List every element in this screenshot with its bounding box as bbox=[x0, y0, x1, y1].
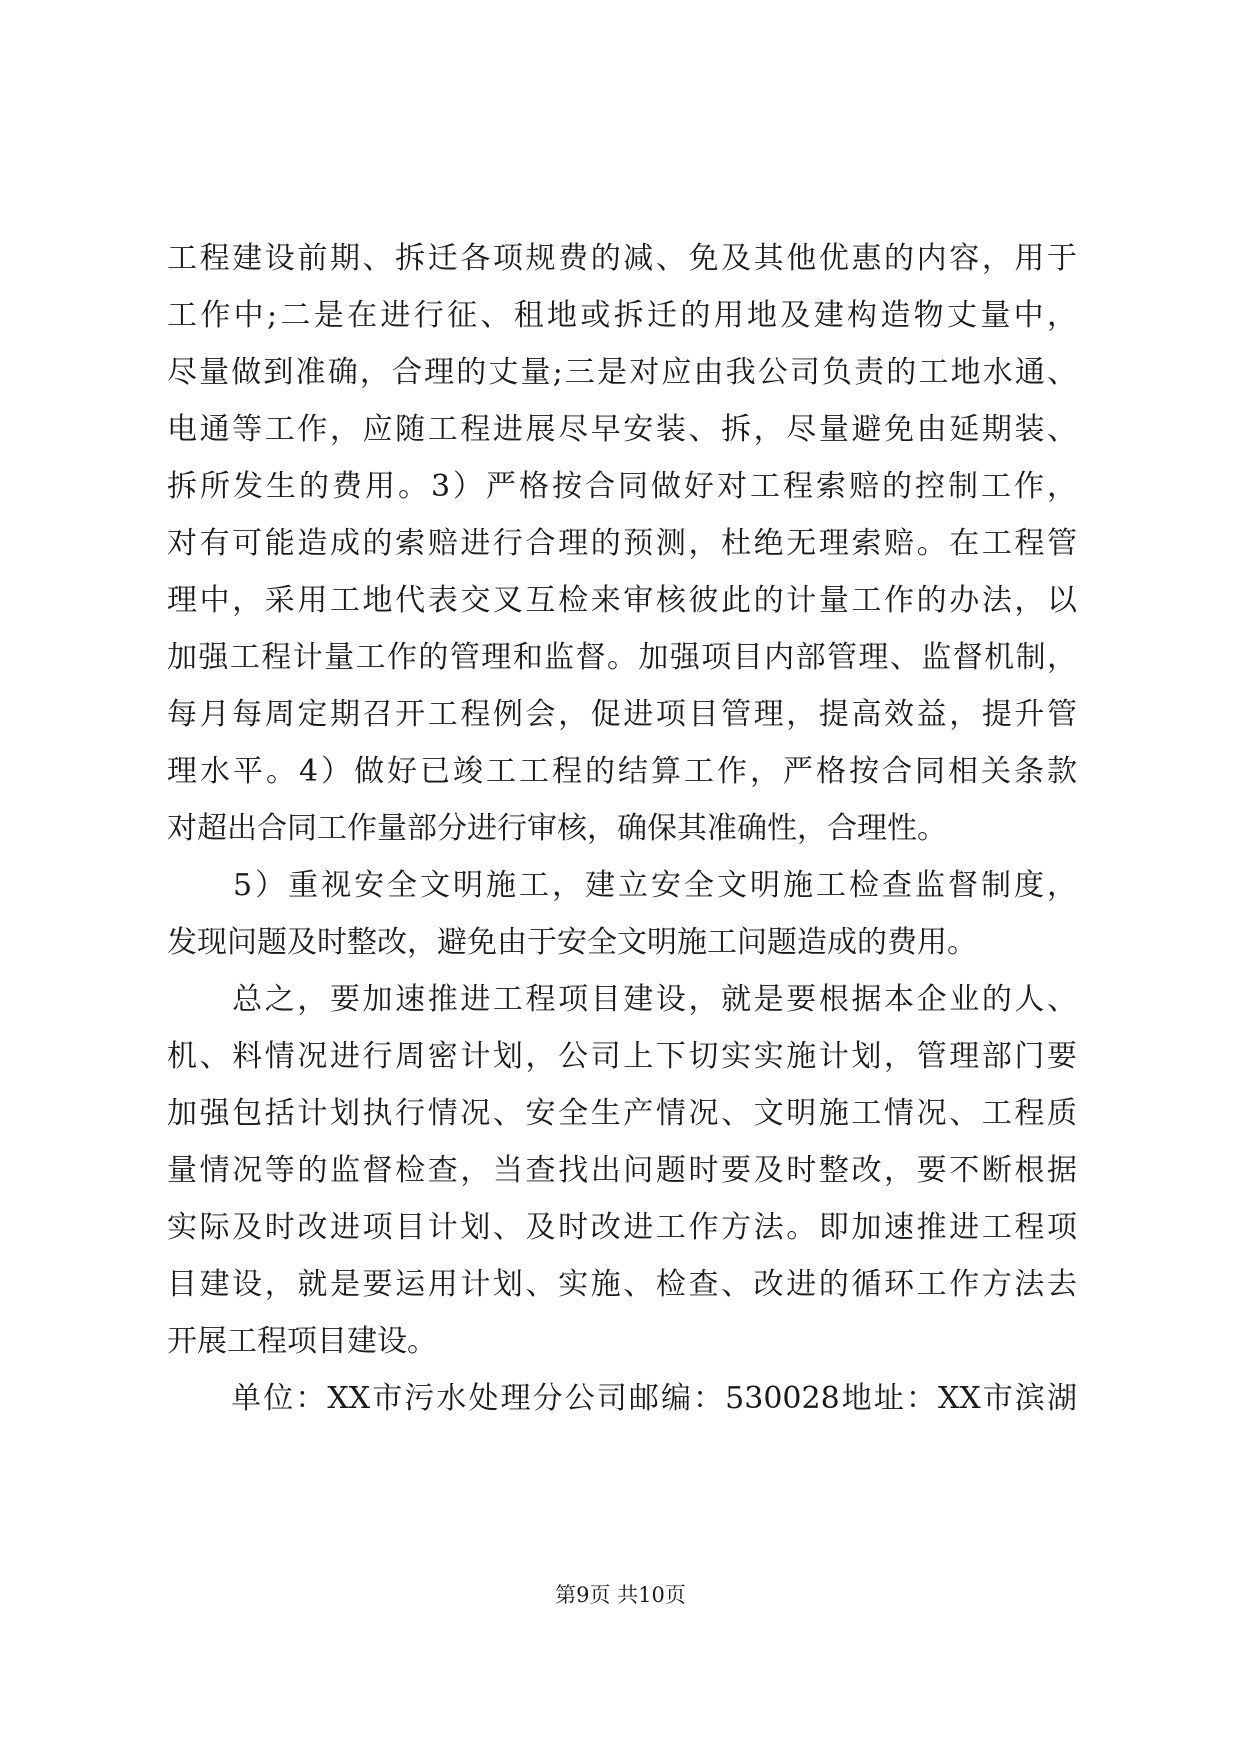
text-line: 实际及时改进项目计划、及时改进工作方法。即加速推进工程项 bbox=[167, 1210, 1077, 1245]
text-line: 尽量做到准确，合理的丈量;三是对应由我公司负责的工地水通、 bbox=[167, 355, 1077, 390]
text-line: 工作中;二是在进行征、租地或拆迁的用地及建构造物丈量中， bbox=[167, 298, 1077, 333]
text-line: 5）重视安全文明施工，建立安全文明施工检查监督制度， bbox=[167, 868, 1077, 903]
text-line: 开展工程项目建设。 bbox=[167, 1324, 437, 1359]
text-line: 单位：XX市污水处理分公司邮编：530028地址：XX市滨湖 bbox=[167, 1381, 1077, 1416]
text-line: 目建设，就是要运用计划、实施、检查、改进的循环工作方法去 bbox=[167, 1267, 1077, 1302]
text-line: 理水平。4）做好已竣工工程的结算工作，严格按合同相关条款 bbox=[167, 754, 1077, 789]
text-line: 电通等工作，应随工程进展尽早安装、拆，尽量避免由延期装、 bbox=[167, 412, 1077, 447]
page-number-footer: 第9页 共10页 bbox=[555, 1583, 686, 1607]
text-line: 对超出合同工作量部分进行审核，确保其准确性，合理性。 bbox=[167, 811, 947, 846]
text-line: 机、料情况进行周密计划，公司上下切实实施计划，管理部门要 bbox=[167, 1039, 1077, 1074]
text-line: 拆所发生的费用。3）严格按合同做好对工程索赔的控制工作， bbox=[167, 469, 1077, 504]
text-line: 每月每周定期召开工程例会，促进项目管理，提高效益，提升管 bbox=[167, 697, 1077, 732]
text-line: 发现问题及时整改，避免由于安全文明施工问题造成的费用。 bbox=[167, 925, 977, 960]
body-text bbox=[167, 230, 1077, 1427]
text-line: 加强工程计量工作的管理和监督。加强项目内部管理、监督机制， bbox=[167, 640, 1077, 675]
text-line: 对有可能造成的索赔进行合理的预测，杜绝无理索赔。在工程管 bbox=[167, 526, 1077, 561]
text-line: 工程建设前期、拆迁各项规费的减、免及其他优惠的内容，用于 bbox=[167, 241, 1077, 276]
text-line: 总之，要加速推进工程项目建设，就是要根据本企业的人、 bbox=[167, 982, 1077, 1017]
text-line: 理中，采用工地代表交叉互检来审核彼此的计量工作的办法，以 bbox=[167, 583, 1077, 618]
text-line: 量情况等的监督检查，当查找出问题时要及时整改，要不断根据 bbox=[167, 1153, 1077, 1188]
text-line: 加强包括计划执行情况、安全生产情况、文明施工情况、工程质 bbox=[167, 1096, 1077, 1131]
